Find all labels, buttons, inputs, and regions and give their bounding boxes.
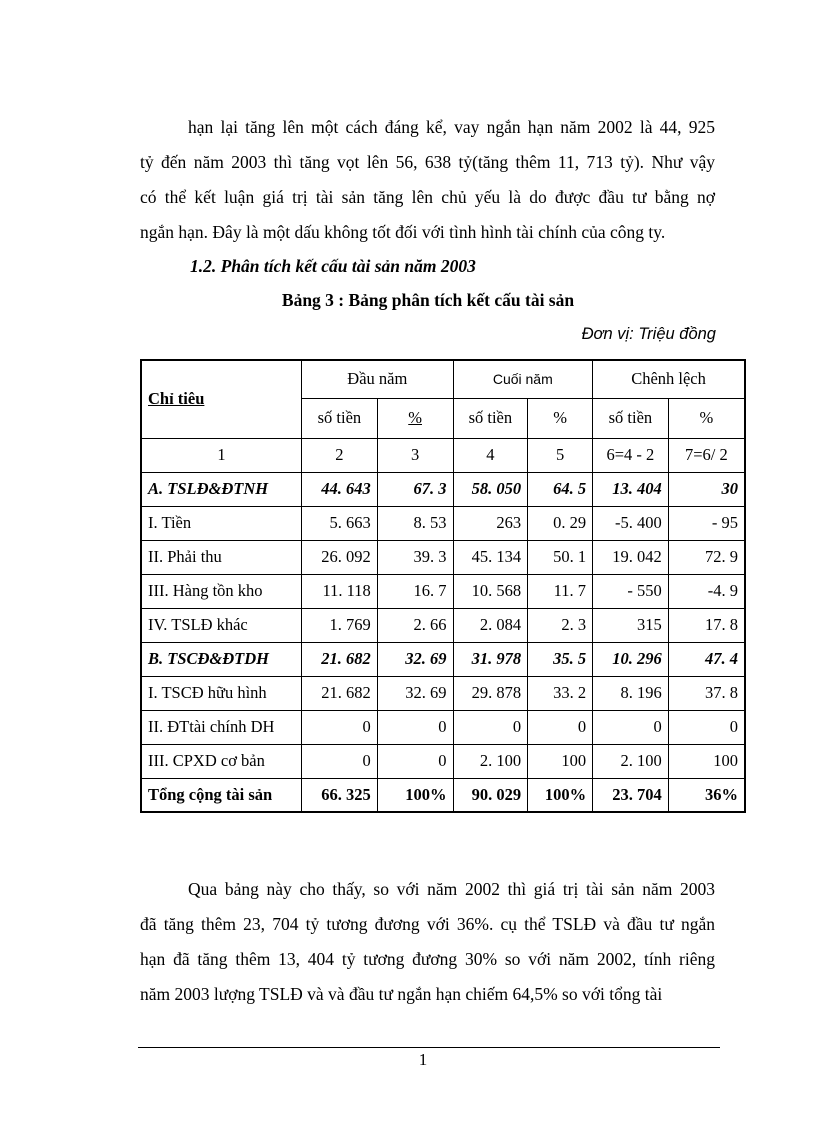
paragraph-line: năm 2003 lượng TSLĐ và và đầu tư ngắn hạn chiếm 64,5% so với tổng tài	[140, 984, 663, 1004]
intro-paragraph	[140, 110, 715, 250]
index-cell: 7=6/ 2	[668, 438, 745, 472]
table-header-row	[141, 360, 745, 398]
table-row	[141, 676, 745, 710]
subheader-amount: số tiền	[593, 398, 669, 438]
paragraph-line: hạn đã tăng thêm 13, 404 tỷ tương đương 30% so với năm 2002, tính riêng	[140, 949, 715, 969]
index-cell: 1	[141, 438, 302, 472]
table-cell: 37. 8	[668, 676, 745, 710]
paragraph-line: ngắn hạn. Đây là một dấu không tốt đối với tình hình tài chính của công ty.	[140, 222, 666, 242]
table-cell: 32. 69	[377, 642, 453, 676]
table-cell: 39. 3	[377, 540, 453, 574]
table-cell: 1. 769	[302, 608, 378, 642]
table-cell: 8. 196	[593, 676, 669, 710]
table-cell: 19. 042	[593, 540, 669, 574]
table-cell: 11. 7	[528, 574, 593, 608]
table-cell: 17. 8	[668, 608, 745, 642]
unit-note: Đơn vị: Triệu đồng	[581, 325, 716, 343]
row-label: III. CPXD cơ bản	[141, 744, 302, 778]
table-cell: - 95	[668, 506, 745, 540]
table-cell: 0	[453, 710, 528, 744]
table-cell: 21. 682	[302, 642, 378, 676]
table-cell: 50. 1	[528, 540, 593, 574]
table-row	[141, 642, 745, 676]
table-row	[141, 710, 745, 744]
table-row	[141, 744, 745, 778]
table-cell: 90. 029	[453, 778, 528, 812]
table-row	[141, 540, 745, 574]
table-cell: 47. 4	[668, 642, 745, 676]
subheader-amount: số tiền	[302, 398, 378, 438]
table-cell: 263	[453, 506, 528, 540]
table-cell: 2. 100	[593, 744, 669, 778]
row-label: B. TSCĐ&ĐTDH	[141, 642, 302, 676]
row-label: A. TSLĐ&ĐTNH	[141, 472, 302, 506]
table-cell: 58. 050	[453, 472, 528, 506]
header-start-year: Đầu năm	[302, 360, 453, 398]
table-cell: 8. 53	[377, 506, 453, 540]
table-cell: 36%	[668, 778, 745, 812]
paragraph-line: tỷ đến năm 2003 thì tăng vọt lên 56, 638 tỷ(tăng thêm 11, 713 tỷ). Như vậy	[140, 152, 715, 172]
table-cell: -4. 9	[668, 574, 745, 608]
table-cell: 2. 3	[528, 608, 593, 642]
table-cell: 72. 9	[668, 540, 745, 574]
table-cell: 0	[377, 710, 453, 744]
table-row	[141, 574, 745, 608]
row-label: I. Tiền	[141, 506, 302, 540]
section-heading: 1.2. Phân tích kết cấu tài sản năm 2003	[190, 256, 476, 276]
table-index-row	[141, 438, 745, 472]
table-cell: 315	[593, 608, 669, 642]
index-cell: 3	[377, 438, 453, 472]
footer-divider	[138, 1047, 720, 1048]
paragraph-line: đã tăng thêm 23, 704 tỷ tương đương với 36%. cụ thể TSLĐ và đầu tư ngắn	[140, 914, 715, 934]
table-cell: 16. 7	[377, 574, 453, 608]
table-cell: 66. 325	[302, 778, 378, 812]
table-cell: 0	[528, 710, 593, 744]
table-cell: 10. 296	[593, 642, 669, 676]
table-cell: 2. 084	[453, 608, 528, 642]
table-total-row	[141, 778, 745, 812]
table-row	[141, 608, 745, 642]
table-cell: 26. 092	[302, 540, 378, 574]
table-title: Bảng 3 : Bảng phân tích kết cấu tài sản	[281, 290, 575, 310]
table-cell: 23. 704	[593, 778, 669, 812]
table-cell: 0	[377, 744, 453, 778]
table-cell: 13. 404	[593, 472, 669, 506]
asset-structure-table	[140, 359, 746, 813]
subheader-percent: %	[377, 398, 453, 438]
table-cell: 32. 69	[377, 676, 453, 710]
table-cell: 100%	[377, 778, 453, 812]
row-label: I. TSCĐ hữu hình	[141, 676, 302, 710]
table-cell: 67. 3	[377, 472, 453, 506]
row-label: III. Hàng tồn kho	[141, 574, 302, 608]
row-label: II. Phải thu	[141, 540, 302, 574]
table-cell: 64. 5	[528, 472, 593, 506]
page-number: 1	[418, 1050, 428, 1069]
header-indicator: Chỉ tiêu	[141, 360, 302, 438]
table-cell: 0	[668, 710, 745, 744]
table-cell: 0. 29	[528, 506, 593, 540]
table-row	[141, 506, 745, 540]
row-label: IV. TSLĐ khác	[141, 608, 302, 642]
analysis-paragraph	[140, 872, 715, 1012]
table-cell: 100	[668, 744, 745, 778]
table-cell: -5. 400	[593, 506, 669, 540]
table-cell: 35. 5	[528, 642, 593, 676]
subheader-amount: số tiền	[453, 398, 528, 438]
row-label: II. ĐTtài chính DH	[141, 710, 302, 744]
table-cell: 0	[302, 744, 378, 778]
subheader-percent: %	[528, 398, 593, 438]
index-cell: 6=4 - 2	[593, 438, 669, 472]
paragraph-line: có thể kết luận giá trị tài sản tăng lên chủ yếu là do được đầu tư bằng nợ	[140, 187, 715, 207]
table-cell: 0	[593, 710, 669, 744]
header-difference: Chênh lệch	[593, 360, 745, 398]
table-cell: 30	[668, 472, 745, 506]
table-cell: 5. 663	[302, 506, 378, 540]
table-cell: 100	[528, 744, 593, 778]
index-cell: 4	[453, 438, 528, 472]
table-cell: 29. 878	[453, 676, 528, 710]
index-cell: 2	[302, 438, 378, 472]
table-cell: - 550	[593, 574, 669, 608]
index-cell: 5	[528, 438, 593, 472]
header-end-year: Cuối năm	[453, 360, 593, 398]
table-cell: 10. 568	[453, 574, 528, 608]
table-cell: 33. 2	[528, 676, 593, 710]
table-cell: 2. 66	[377, 608, 453, 642]
subheader-percent: %	[668, 398, 745, 438]
table-cell: 44. 643	[302, 472, 378, 506]
row-label: Tổng cộng tài sản	[141, 778, 302, 812]
table-cell: 45. 134	[453, 540, 528, 574]
paragraph-line: Qua bảng này cho thấy, so với năm 2002 thì giá trị tài sản năm 2003	[188, 879, 715, 899]
table-row	[141, 472, 745, 506]
table-cell: 100%	[528, 778, 593, 812]
table-cell: 0	[302, 710, 378, 744]
paragraph-line: hạn lại tăng lên một cách đáng kể, vay ngắn hạn năm 2002 là 44, 925	[188, 117, 715, 137]
table-cell: 2. 100	[453, 744, 528, 778]
table-cell: 21. 682	[302, 676, 378, 710]
table-cell: 31. 978	[453, 642, 528, 676]
table-cell: 11. 118	[302, 574, 378, 608]
